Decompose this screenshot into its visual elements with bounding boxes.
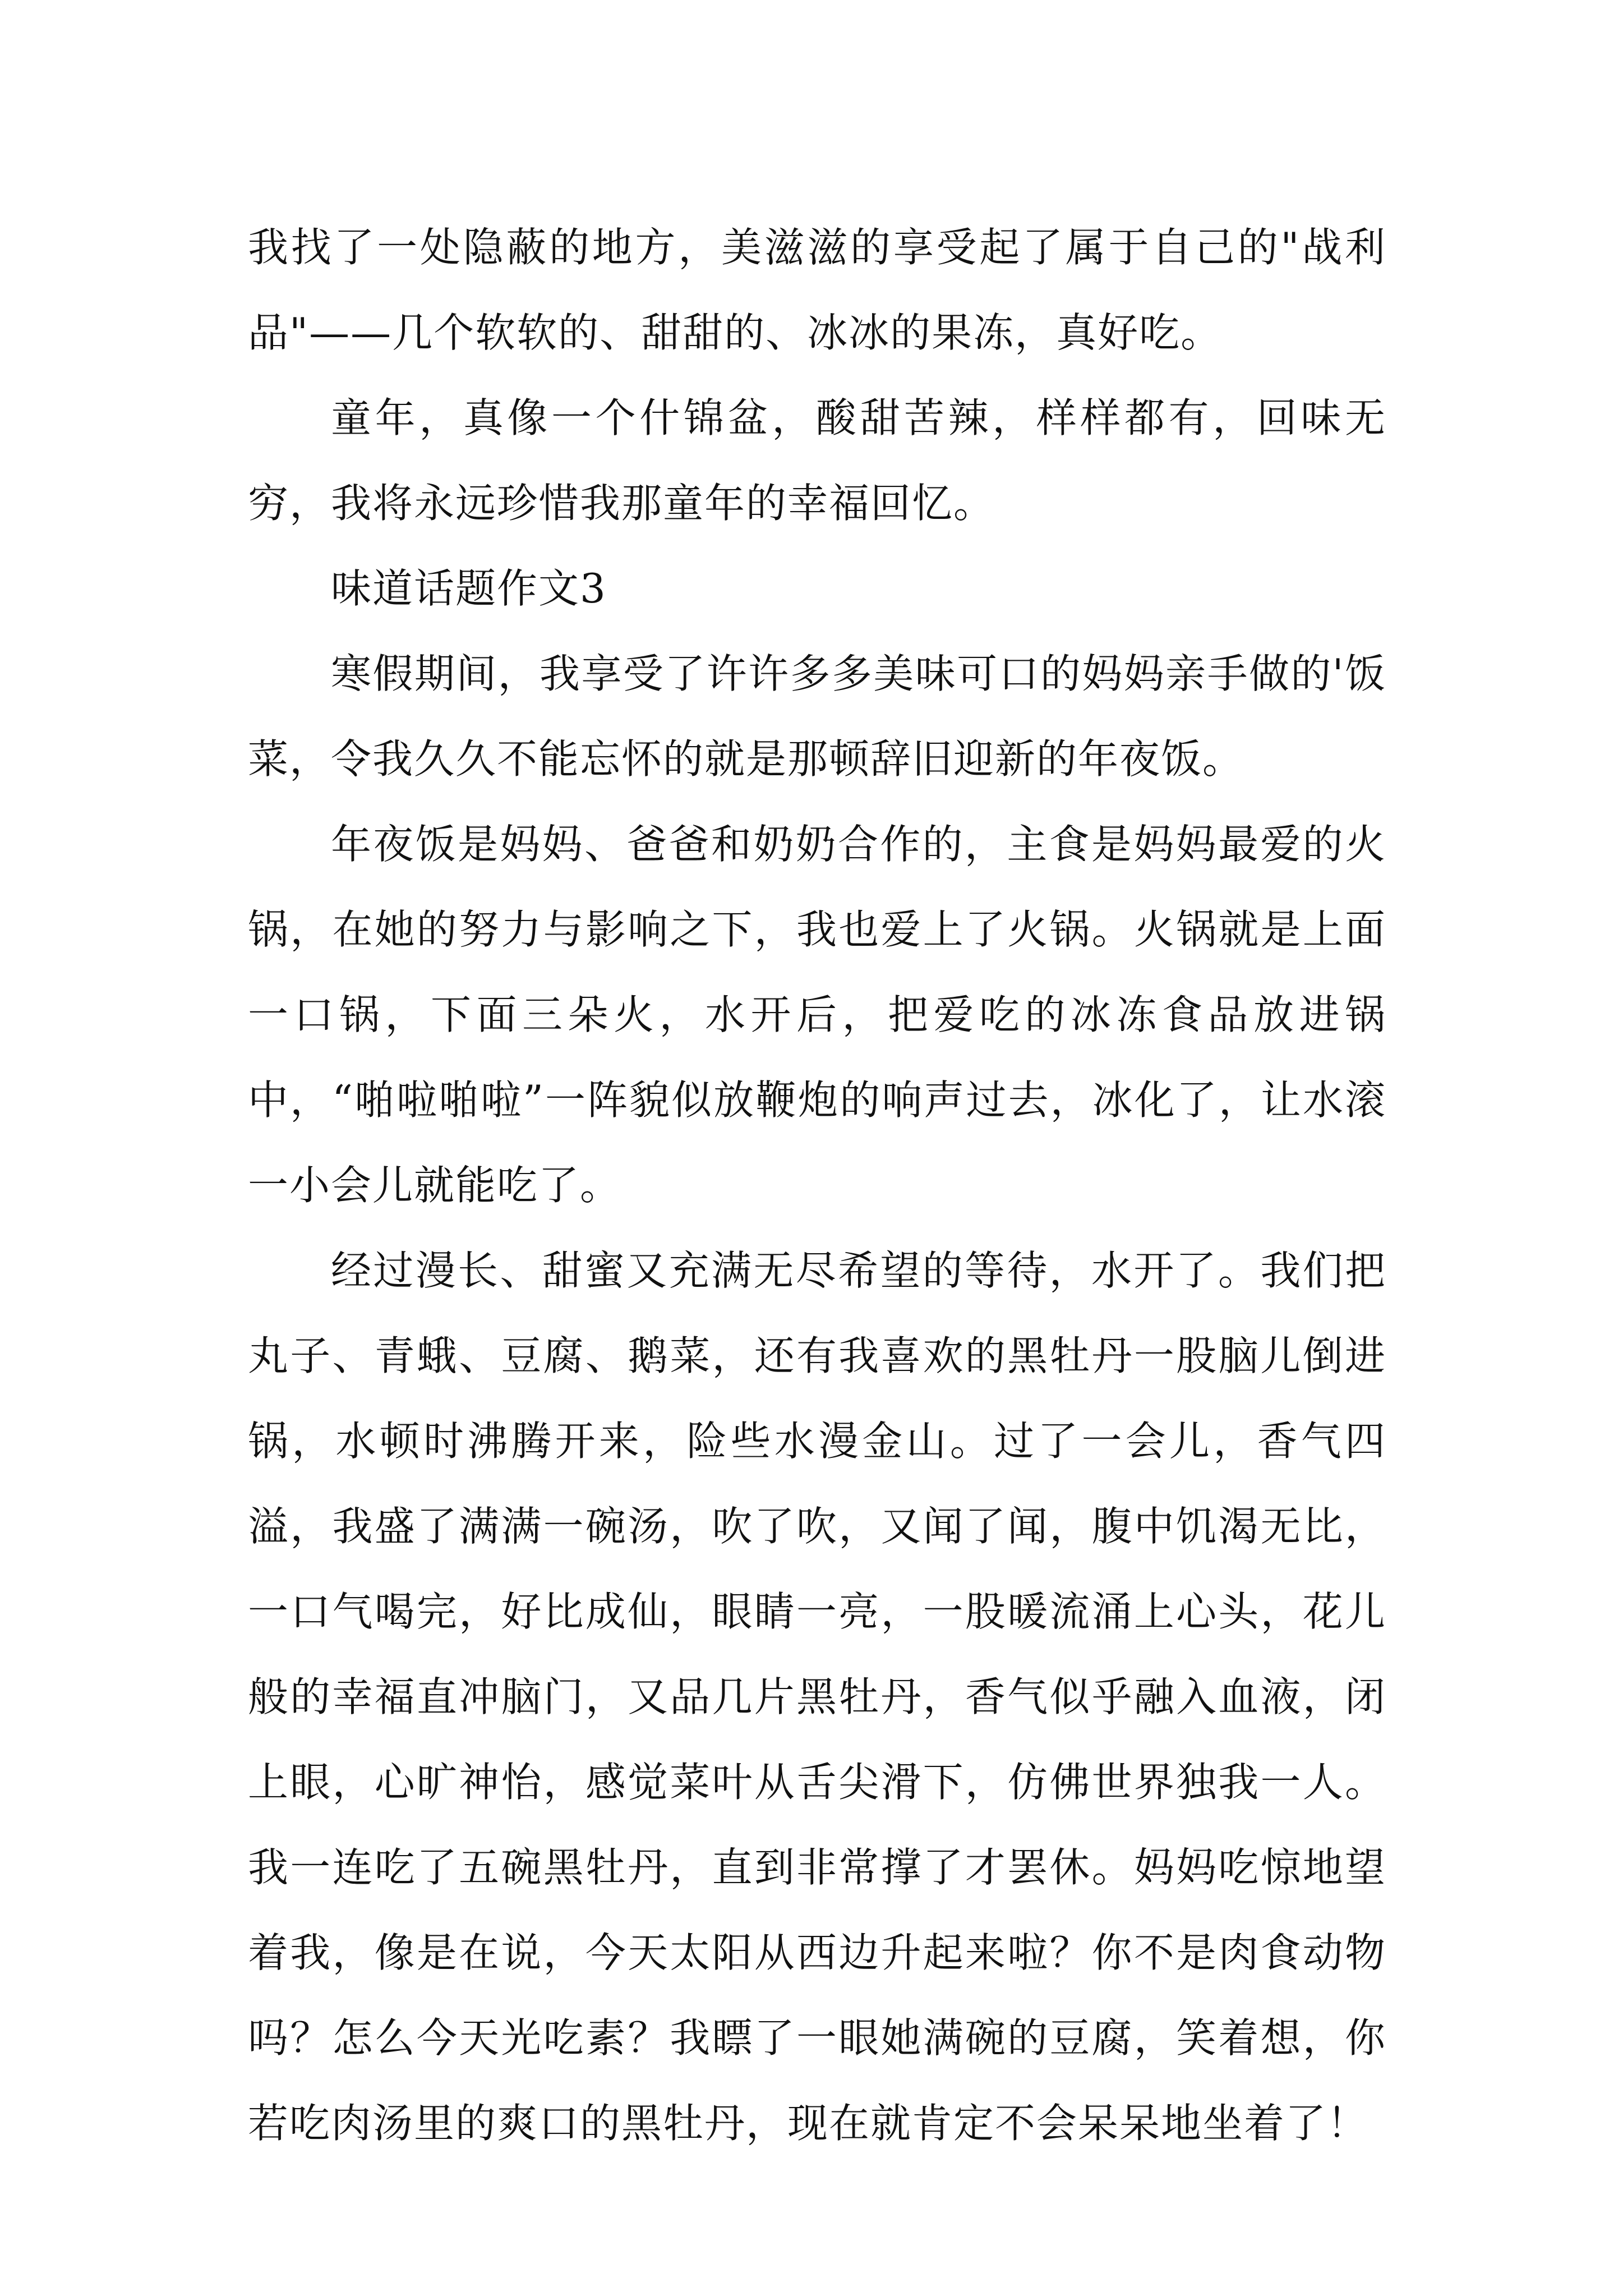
paragraph: 寒假期间，我享受了许许多多美味可口的妈妈亲手做的'饭菜，令我久久不能忘怀的就是那顿辞旧迎新的年夜饭。 [248,650,1386,783]
document-body [248,205,1386,2166]
paragraph: 经过漫长、甜蜜又充满无尽希望的等待，水开了。我们把丸子、青蛾、豆腐、鹅菜，还有我喜欢的黑牡丹一股脑儿倒进锅，水顿时沸腾开来，险些水漫金山。过了一会儿，香气四溢，我盛了满满一碗汤，吹了吹，又闻了闻，腹中饥渴无比，一口气喝完，好比成仙，眼睛一亮，一股暖流涌上心头，花儿般的幸福直冲脑门，又品几片黑牡丹，香气似乎融入血液，闭上眼，心旷神怡，感觉菜叶从舌尖滑下，仿佛世界独我一人。我一连吃了五碗黑牡丹，直到非常撑了才罢休。妈妈吃惊地望着我，像是在说，今天太阳从西边升起来啦？你不是肉食动物吗？怎么今天光吃素？我瞟了一眼她满碗的豆腐，笑着想，你若吃肉汤里的爽口的黑牡丹，现在就肯定不会呆呆地坐着了！ [248,1247,1386,2147]
paragraph: 童年，真像一个什锦盆，酸甜苦辣，样样都有，回味无穷，我将永远珍惜我那童年的幸福回忆。 [248,394,1386,527]
section-heading: 味道话题作文3 [331,565,607,612]
paragraph: 年夜饭是妈妈、爸爸和奶奶合作的，主食是妈妈最爱的火锅，在她的努力与影响之下，我也爱上了火锅。火锅就是上面一口锅，下面三朵火，水开后，把爱吃的冰冻食品放进锅中，“啪啦啪啦”一阵貌似放鞭炮的响声过去，冰化了，让水滚一小会儿就能吃了。 [248,821,1386,1209]
paragraph: 我找了一处隐蔽的地方，美滋滋的享受起了属于自己的"战利品"——几个软软的、甜甜的、冰冰的果冻，真好吃。 [248,224,1386,356]
